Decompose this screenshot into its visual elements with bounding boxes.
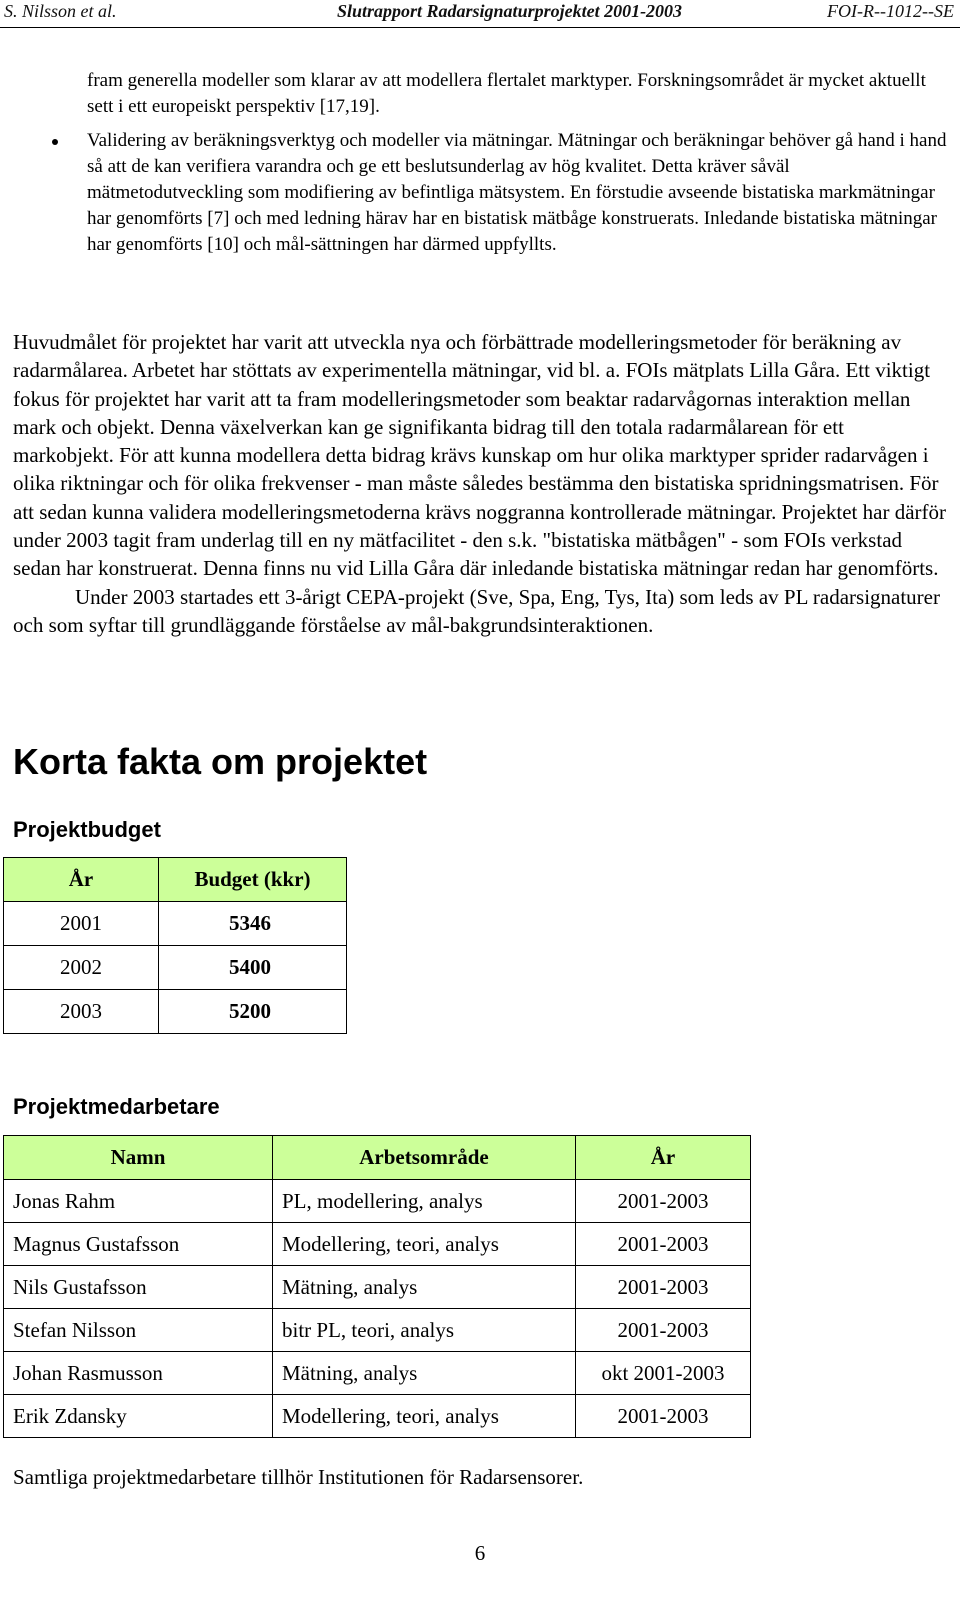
column-header-year: År (4, 858, 159, 902)
cell-area: Modellering, teori, analys (273, 1395, 576, 1438)
cell-name: Nils Gustafsson (4, 1266, 273, 1309)
table-header-row (4, 858, 347, 902)
header-author: S. Nilsson et al. (4, 1, 117, 21)
budget-heading: Projektbudget (13, 817, 161, 842)
bullet-item (87, 128, 947, 258)
table-row (4, 1352, 751, 1395)
cell-name: Stefan Nilsson (4, 1309, 273, 1352)
cell-name: Erik Zdansky (4, 1395, 273, 1438)
column-header-budget: Budget (kkr) (159, 858, 347, 902)
bullet-list (87, 68, 947, 258)
header-title: Slutrapport Radarsignaturprojektet 2001-2003 (337, 1, 683, 21)
header-divider (0, 27, 960, 28)
cell-years: 2001-2003 (576, 1395, 751, 1438)
bullet-item-text: Validering av beräkningsverktyg och modeller via mätningar. Mätningar och beräkningar behöver gå hand i hand så att de kan verifiera varandra och ge ett beslutsunderlag av hög kvalitet. Detta kräver såväl mätmetodutveckling som modifiering av befintliga mätsystem. En förstudie avseende bistatiska markmätningar har genomförts [7] och med ledning härav har en bistatisk mätbåge konstruerats. Inledande bistatiska mätningar har genomförts [10] och mål-sättningen har därmed uppfyllts. (87, 130, 947, 255)
bullet-icon (52, 139, 58, 145)
cell-years: 2001-2003 (576, 1309, 751, 1352)
paragraph-cepa: Under 2003 startades ett 3-årigt CEPA-projekt (Sve, Spa, Eng, Tys, Ita) som leds av PL radarsignaturer och som syftar till grundläggande förståelse av mål-bakgrundsinteraktionen. (13, 584, 940, 637)
table-row (4, 990, 347, 1034)
table-row (4, 1395, 751, 1438)
cell-area: Mätning, analys (273, 1266, 576, 1309)
cell-years: 2001-2003 (576, 1223, 751, 1266)
bullet-continuation: fram generella modeller som klarar av att modellera flertalet marktyper. Forskningsområdet är mycket aktuellt sett i ett europeiskt perspektiv [17,19]. (87, 70, 926, 117)
cell-budget: 5200 (159, 990, 347, 1034)
cell-name: Johan Rasmusson (4, 1352, 273, 1395)
cell-area: PL, modellering, analys (273, 1180, 576, 1223)
column-header-name: Namn (4, 1136, 273, 1180)
column-header-years: År (576, 1136, 751, 1180)
table-header-row (4, 1136, 751, 1180)
body-text (13, 328, 948, 639)
page-header (0, 0, 960, 27)
table-row (4, 1309, 751, 1352)
cell-name: Jonas Rahm (4, 1180, 273, 1223)
cell-area: Modellering, teori, analys (273, 1223, 576, 1266)
table-row (4, 1266, 751, 1309)
section-heading-facts: Korta fakta om projektet (13, 741, 428, 782)
cell-years: 2001-2003 (576, 1266, 751, 1309)
table-row (4, 902, 347, 946)
cell-years: 2001-2003 (576, 1180, 751, 1223)
cell-name: Magnus Gustafsson (4, 1223, 273, 1266)
cell-area: bitr PL, teori, analys (273, 1309, 576, 1352)
budget-table (3, 857, 347, 1034)
column-header-area: Arbetsområde (273, 1136, 576, 1180)
header-report-id: FOI-R--1012--SE (827, 1, 954, 21)
team-heading: Projektmedarbetare (13, 1094, 220, 1119)
cell-years: okt 2001-2003 (576, 1352, 751, 1395)
table-row (4, 946, 347, 990)
table-row (4, 1180, 751, 1223)
team-table (3, 1135, 751, 1438)
cell-year: 2002 (4, 946, 159, 990)
cell-budget: 5400 (159, 946, 347, 990)
paragraph-main-goal: Huvudmålet för projektet har varit att utveckla nya och förbättrade modelleringsmetoder för beräkning av radarmålarea. Arbetet har stöttats av experimentella mätningar, vid bl. a. FOIs mätplats Lilla Gåra. Ett viktigt fokus för projektet har varit att ta fram modelleringsmetoder som beaktar radarvågornas interaktion mellan mark och objekt. Denna växelverkan kan ge signifikanta bidrag till den totala radarmålarean för ett markobjekt. För att kunna modellera detta bidrag krävs kunskap om hur olika marktyper sprider radarvågen i olika riktningar och för olika frekvenser - man måste således bestämma den bistatiska spridningsmatrisen. För att sedan kunna validera modelleringsmetoderna krävs noggranna kontrollerade mätningar. Projektet har därför under 2003 tagit fram underlag till en ny mätfacilitet - den s.k. "bistatiska mätbågen" - som FOIs verkstad sedan har konstruerat. Denna finns nu vid Lilla Gåra där inledande bistatiska mätningar redan har genomförts. (13, 330, 947, 581)
cell-year: 2003 (4, 990, 159, 1034)
cell-budget: 5346 (159, 902, 347, 946)
table-row (4, 1223, 751, 1266)
cell-area: Mätning, analys (273, 1352, 576, 1395)
team-note: Samtliga projektmedarbetare tillhör Institutionen för Radarsensorer. (13, 1465, 584, 1489)
page-number: 6 (474, 1541, 486, 1565)
cell-year: 2001 (4, 902, 159, 946)
